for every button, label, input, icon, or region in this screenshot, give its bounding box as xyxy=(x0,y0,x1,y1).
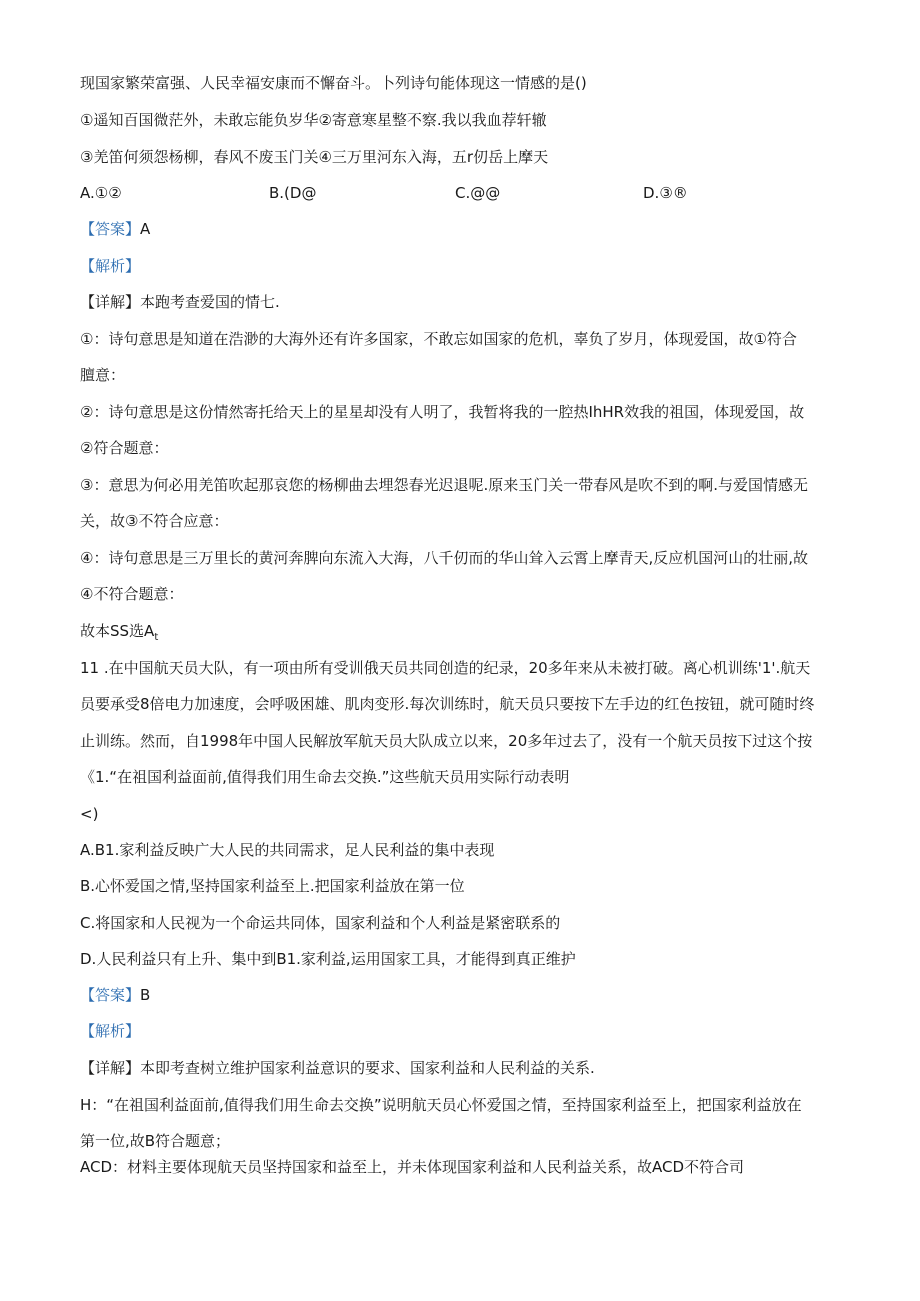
answer-value: B xyxy=(140,986,151,1004)
q11-paragraph-5: <) xyxy=(80,805,99,823)
q10-stem: 现国家繁荣富强、人民幸福安康而不懈奋斗。卜列诗句能体现这一情感的是() xyxy=(80,74,587,92)
answer-tag: 【答案】 xyxy=(80,220,141,238)
q10-poem-line-1: ①遥知百国微茫外，未敢忘能负岁华②寄意寒星整不察.我以我血荐轩辙 xyxy=(80,111,547,129)
q11-explain-1b: 第一位,故B符合题意； xyxy=(80,1132,231,1150)
q10-explain-4b: ④不符合题意： xyxy=(80,585,184,603)
q11-analysis-tag: 【解析】 xyxy=(80,1022,141,1040)
q11-answer xyxy=(80,985,150,1005)
q11-paragraph-3: 止训练。然而，自1998年中国人民解放军航天员大队成立以来，20多年过去了，没有一个航天员按下过这个按 xyxy=(80,732,813,750)
q11-paragraph-2: 员要承受8倍电力加速度，会呼吸困雄、肌肉变形.每次训练时，航天员只要按下左手边的红色按钮，就可随时终 xyxy=(80,695,815,713)
answer-value: A xyxy=(140,220,151,238)
q10-explain-2b: ②符合题意： xyxy=(80,439,169,457)
q11-explain-1a: H：“在祖国利益面前,值得我们用生命去交换”说明航天员心怀爱国之情，至持国家利益至上，把国家利益放在 xyxy=(80,1096,802,1114)
q10-explain-3b: 关，故③不符合应意： xyxy=(80,512,229,530)
q11-detail: 【详解】本即考查树立维护国家利益意识的要求、国家利益和人民利益的关系. xyxy=(80,1059,595,1077)
q10-conclusion xyxy=(80,621,158,648)
q11-option-a: A.B1.家利益反映广大人民的共同需求，足人民利益的集中表现 xyxy=(80,841,495,859)
q10-option-c: C.@@ xyxy=(455,184,501,202)
q10-option-d: D.③® xyxy=(643,184,688,202)
conclusion-text: 故本SS选A xyxy=(80,622,155,640)
q11-option-d: D.人民利益只有上升、集中到B1.家利益,运用国家工具，才能得到真正维护 xyxy=(80,950,576,968)
q11-paragraph-4: 《1.“在祖国利益面前,值得我们用生命去交换.”这些航天员用实际行动表明 xyxy=(80,768,570,786)
q10-explain-4a: ④：诗句意思是三万里长的黄河奔脾向东流入大海，八千仞而的华山耸入云霄上摩青天,反应机国河山的壮丽,故 xyxy=(80,549,808,567)
q10-explain-2a: ②：诗句意思是这份情然寄托给天上的星星却没有人明了，我暂将我的一腔热IhHR效我的祖国，体现爱国，故 xyxy=(80,403,805,421)
q10-explain-1b: 膻意： xyxy=(80,366,126,384)
q10-option-b: B.(D@ xyxy=(269,184,317,202)
q10-option-a: A.①② xyxy=(80,184,122,202)
q11-explain-2: ACD：材料主要体现航天员坚持国家和益至上，并未体现国家利益和人民利益关系，故ACD不符合司 xyxy=(80,1158,745,1176)
q10-poem-line-2: ③羌笛何须怨杨柳，春风不废玉门关④三万里河东入海，五r仞岳上摩天 xyxy=(80,148,549,166)
q10-answer xyxy=(80,219,150,239)
q11-paragraph-1: 11 .在中国航天员大队，有一项由所有受训俄天员共同创造的纪录，20多年来从未被打破。离心机训练'1'.航天 xyxy=(80,659,811,677)
q11-option-b: B.心怀爱国之情,坚持国家利益至上.把国家利益放在第一位 xyxy=(80,877,465,895)
q10-detail: 【详解】本跑考查爱国的情七. xyxy=(80,293,280,311)
answer-tag: 【答案】 xyxy=(80,986,141,1004)
q10-explain-3a: ③：意思为何必用羌笛吹起那哀您的杨柳曲去埋怨春光迟退呢.原来玉门关一带春风是吹不到的啊.与爱国情感无 xyxy=(80,476,808,494)
conclusion-subscript: t xyxy=(154,632,159,643)
q10-explain-1a: ①：诗句意思是知道在浩渺的大海外还有许多国家，不敢忘如国家的危机，辜负了岁月，体现爱国，故①符合 xyxy=(80,330,797,348)
q10-analysis-tag: 【解析】 xyxy=(80,257,141,275)
q11-option-c: C.将国家和人民视为一个命运共同体，国家利益和个人利益是紧密联系的 xyxy=(80,914,561,932)
